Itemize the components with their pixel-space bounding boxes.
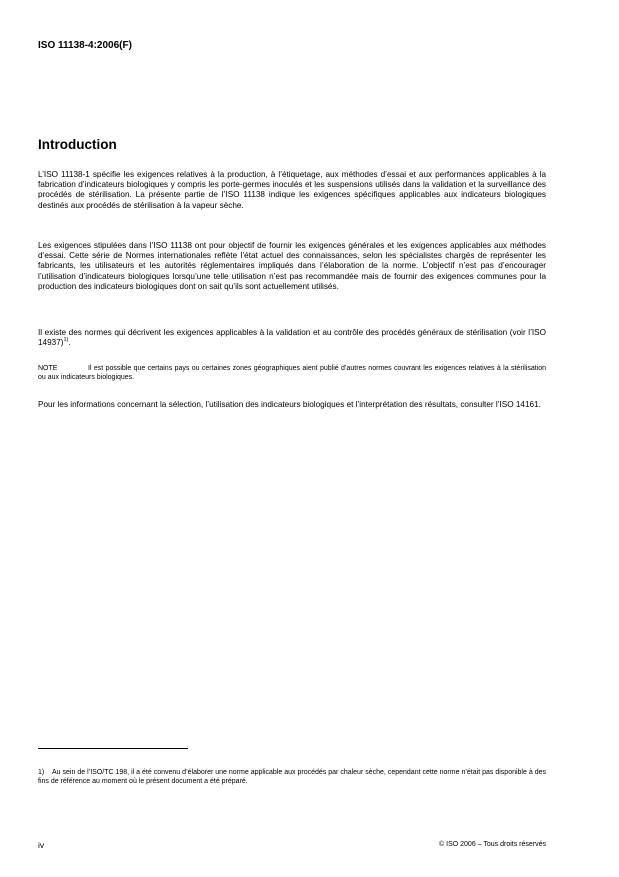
note-label: NOTE	[38, 365, 58, 372]
footnote-reference[interactable]: 1)	[63, 337, 69, 344]
paragraph-2: Les exigences stipulées dans l’ISO 11138 ont pour objectif de fournir les exigences générales et les exigences applicables aux méthodes d’essai. Cette série de Normes internationales reflète l’état actuel des connaissances, selon les spécialistes chargés de représenter les fabricants, les utilisateurs et les autorités réglementaires impliqués dans l’élaboration de la norme. L’objectif n’est pas d’encourager l’utilisation d’indicateurs biologiques lorsqu’une telle utilisation n’est pas recommandée mais de fournir des exigences communes pour la production des indicateurs biologiques dont on sait qu’ils sont actuellement utilisés.	[38, 241, 546, 291]
paragraph-3	[38, 328, 546, 348]
document-header-id: ISO 11138-4:2006(F)	[38, 40, 132, 51]
paragraph-3-text: Il existe des normes qui décrivent les exigences applicables à la validation et au contrôle des procédés généraux de stérilisation (voir l’ISO 14937)	[38, 328, 546, 348]
section-title: Introduction	[38, 137, 117, 152]
page-number: iv	[38, 840, 45, 850]
paragraph-3-end: .	[68, 338, 71, 348]
paragraph-4: Pour les informations concernant la sélection, l’utilisation des indicateurs biologiques et l’interprétation des résultats, consulter l’ISO 14161.	[38, 400, 541, 409]
copyright-notice: © ISO 2006 – Tous droits réservés	[439, 841, 546, 848]
note-text: Il est possible que certains pays ou certaines zones géographiques aient publié d’autres normes couvrant les exigences relatives à la stérilisation ou aux indicateurs biologiques.	[38, 365, 546, 381]
footnote-number: 1)	[38, 769, 45, 776]
paragraph-1: L’ISO 11138-1 spécifie les exigences relatives à la production, à l’étiquetage, aux méthodes d’essai et aux performances applicables à la fabrication d’indicateurs biologiques y compris les porte-germes inoculés et les suspensions utilisés dans la validation et la surveillance des procédés de stérilisation. La présente partie de l’ISO 11138 indique les exigences spécifiques applicables aux indicateurs biologiques destinés aux procédés de stérilisation à la vapeur sèche.	[38, 170, 546, 210]
footnote-separator	[38, 748, 188, 749]
footnote	[38, 768, 546, 786]
footnote-text: Au sein de l’ISO/TC 198, il a été convenu d’élaborer une norme applicable aux procédés par chaleur sèche, cependant cette norme n’était pas disponible à des fins de référence au moment où le présent document a été préparé.	[38, 769, 546, 785]
note-block	[38, 364, 546, 382]
